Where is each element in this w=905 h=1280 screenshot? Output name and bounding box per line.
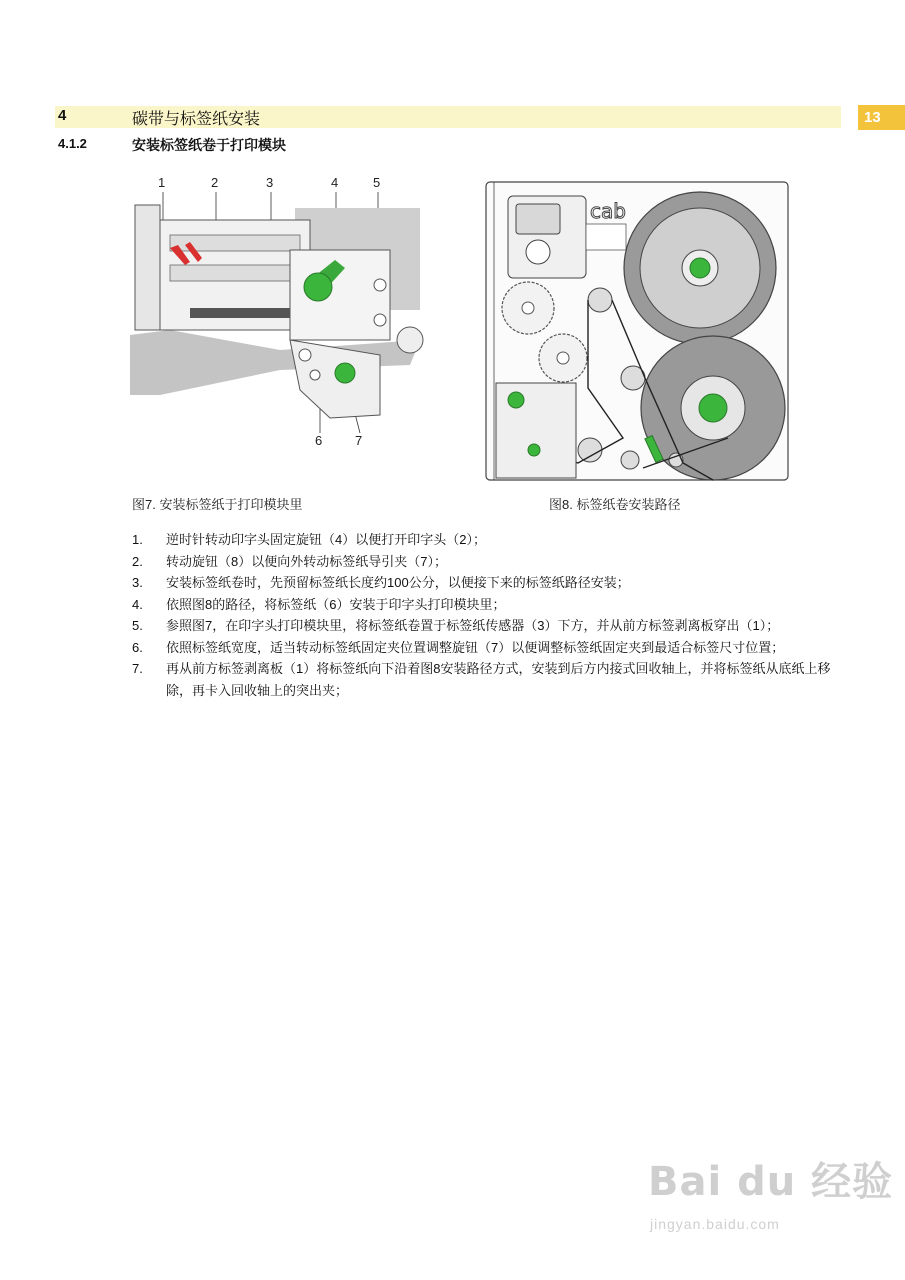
- step-item: [132, 572, 852, 594]
- step-number: 6.: [132, 639, 143, 655]
- step-number: 3.: [132, 575, 143, 590]
- step-item: [132, 637, 852, 659]
- step-text: 逆时针转动印字头固定旋钮（4）以便打开印字头（2）；: [166, 532, 486, 547]
- watermark-url: jingyan.baidu.com: [650, 1216, 780, 1232]
- subsection-number: 4.1.2: [58, 136, 87, 151]
- cab-logo: cab: [590, 199, 626, 223]
- step-item: [132, 615, 852, 637]
- step-number: 4.: [132, 596, 143, 612]
- step-text: 依照图8的路径，将标签纸（6）安装于印字头打印模块里；: [166, 596, 506, 612]
- watermark-brand: Bai du 经验: [648, 1159, 894, 1205]
- figure-7-print-module-illustration: [130, 190, 440, 435]
- page-number-badge: 13: [858, 105, 905, 130]
- fig7-callout-2: 2: [211, 175, 219, 190]
- figure-8-caption: 图8. 标签纸卷安装路径: [549, 497, 681, 512]
- step-text: 依照标签纸宽度，适当转动标签纸固定夹位置调整旋钮（7）以便调整标签纸固定夹到最适合标签尺寸位置；: [166, 639, 785, 655]
- figure-8-label-path-diagram: [478, 178, 793, 483]
- figure-7-caption: 图7. 安装标签纸于打印模块里: [132, 497, 303, 512]
- installation-steps-list: [132, 529, 852, 701]
- step-number: 1.: [132, 532, 143, 547]
- step-item: [132, 529, 852, 551]
- step-item: [132, 594, 852, 616]
- step-text: 再从前方标签剥离板（1）将标签纸向下沿着图8安装路径方式，安装到后方内接式回收轴上，并将标签纸从底纸上移除，再卡入回收轴上的突出夹；: [166, 661, 831, 698]
- fig7-callout-1: 1: [158, 175, 166, 190]
- step-item: [132, 658, 852, 701]
- step-item: [132, 551, 852, 573]
- section-title: 碳带与标签纸安装: [132, 111, 261, 128]
- step-text: 转动旋钮（8）以便向外转动标签纸导引夹（7）；: [166, 553, 447, 569]
- fig7-callout-3: 3: [266, 175, 274, 190]
- subsection-title: 安装标签纸卷于打印模块: [132, 137, 286, 153]
- step-text: 参照图7，在印字头打印模块里，将标签纸卷置于标签纸传感器（3）下方，并从前方标签剥离板穿出（1）；: [166, 618, 780, 633]
- fig7-callout-4: 4: [331, 175, 339, 190]
- step-number: 2.: [132, 553, 143, 569]
- fig7-callout-5: 5: [373, 175, 381, 190]
- baidu-jingyan-watermark: [648, 1150, 894, 1232]
- section-number: 4: [58, 107, 67, 124]
- fig7-callout-6: 6: [315, 433, 323, 448]
- step-text: 安装标签纸卷时，先预留标签纸长度约100公分，以便接下来的标签纸路径安装；: [166, 575, 630, 590]
- fig7-callout-7: 7: [355, 433, 363, 448]
- step-number: 5.: [132, 618, 143, 633]
- step-number: 7.: [132, 661, 143, 676]
